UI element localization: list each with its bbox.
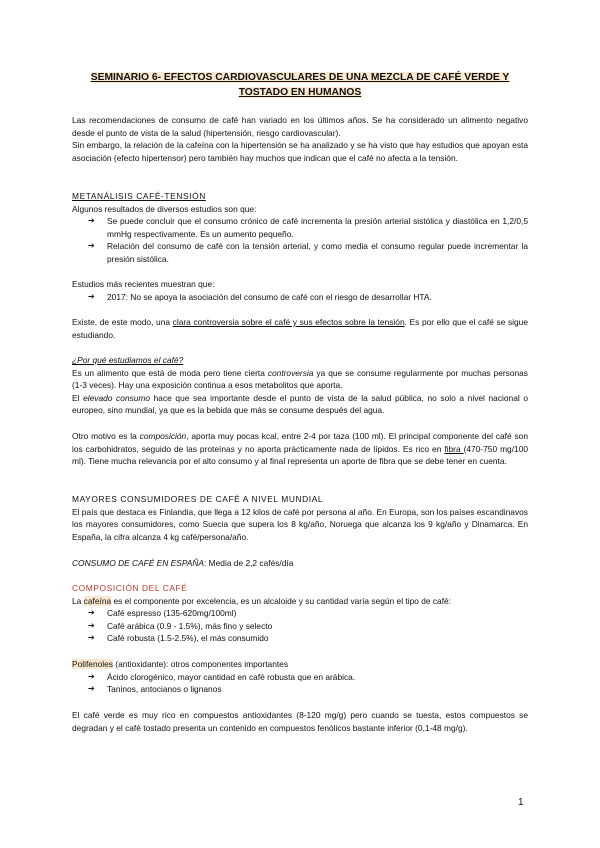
why-p2-post: hace que sea importante desde el punto de vista de la salud pública, no solo a nivel nacional o europeo, sino mundial, ya que es la bebida que más se consume después del agua. — [72, 392, 529, 416]
cafeina-pre: La — [72, 595, 84, 606]
list-item: ➔ Café arábica (0.9 - 1.5%), más fino y selecto — [88, 620, 528, 633]
composition-heading: COMPOSICIÓN DEL CAFÉ — [72, 583, 188, 593]
why-p3-pre: Otro motivo es la — [72, 431, 140, 441]
consumers-text: El país que destaca es Finlandia, que llega a 12 kilos de café por persona al año. En Europa, son los países escandinavos los mayores consumidores, como Suecia que supera los 8 kg/año, Noruega que alcanza los 9 kg/año y Dinamarca. En España, la cifra alcanza 4 kg café/persona/año. — [72, 506, 528, 542]
why-heading: ¿Por qué estudiamos el café? — [72, 355, 184, 365]
controversy-link: clara controversia sobre el café y sus efectos sobre la tensión — [172, 317, 405, 327]
why-p1-post: ya que se consume regularmente por muchas personas (1-3 veces). Hay una exposición continua a esos metabolitos que aporta. — [72, 367, 528, 391]
list-item: ➔ Taninos, antocianos o lignanos — [88, 683, 528, 696]
polifenoles-highlight: Polifenoles — [72, 659, 113, 669]
page-number: 1 — [518, 797, 524, 808]
intro-paragraph-2: Sin embargo, la relación de la cafeína con la hipertensión se ha analizado y se ha visto que hay estudios que apoyan esta asociación (efecto hipertensor) pero también hay muchos que indican que el café no afecta a la tensión. — [72, 140, 528, 163]
metanalisis-list — [72, 215, 528, 265]
why-p1-pre: Es un alimento que está de moda pero tiene cierta — [72, 367, 268, 378]
why-p3-mid: , aporta muy pocas kcal, entre 2-4 por taza (100 ml). El principal componente del café son los carbohidratos, seguido de las proteínas y no aporta prácticamente nada de lípidos. Es rico en — [72, 431, 528, 454]
consumers-heading: MAYORES CONSUMIDORES DE CAFÉ A NIVEL MUNDIAL — [72, 494, 324, 504]
recent-studies-list — [72, 291, 528, 304]
intro-section — [72, 114, 528, 164]
spain-consumption — [72, 557, 528, 570]
why-p2-pre: El — [72, 392, 84, 403]
title-line-1: SEMINARIO 6- EFECTOS CARDIOVASCULARES DE UNA MEZCLA DE CAFÉ VERDE Y — [90, 72, 510, 83]
list-item: ➔ 2017: No se apoya la asociación del consumo de café con el riesgo de desarrollar HTA. — [88, 291, 528, 304]
why-p3-post: (470-750 mg/100 ml). Tiene mucha relevancia por el alto consumo y al final representa un aporte de fibra que se debe tener en cuenta. — [72, 443, 529, 467]
why-p1-emphasis: controversia — [267, 367, 314, 378]
list-item: ➔ Relación del consumo de café con la tensión arterial, y como media el consumo regular puede incrementar la presión sistólica. — [88, 240, 528, 265]
why-p2-emphasis: elevado consumo — [83, 392, 151, 403]
controversy-text-pre: Existe, de este modo, una — [72, 317, 173, 327]
polifenoles-list — [72, 671, 528, 696]
cafeina-post: es el componente por excelencia, es un alcaloide y su cantidad varía según el tipo de café: — [111, 595, 452, 606]
list-item: ➔ Se puede concluir que el consumo crónico de café incrementa la presión arterial sistólica y diastólica en 1,2/0,5 mmHg respectivamente. Es un aumento pequeño. — [88, 215, 528, 240]
list-item: ➔ Ácido clorogénico, mayor cantidad en café robusta que en arábica. — [88, 671, 528, 684]
list-item: ➔ Café robusta (1.5-2.5%), el más consumido — [88, 632, 528, 645]
intro-paragraph-1: Las recomendaciones de consumo de café han variado en los últimos años. Se ha considerado un alimento negativo desde el punto de vista de la salud (hipertensión, riesgo cardiovascular). — [72, 115, 528, 138]
cafe-verde-paragraph — [72, 709, 528, 734]
consumers-section — [72, 493, 528, 543]
spain-label: CONSUMO DE CAFÉ EN ESPAÑA — [72, 558, 205, 568]
fibra-link: fibra — [444, 443, 464, 454]
polifenoles-section — [72, 658, 528, 696]
title-line-2: TOSTADO EN HUMANOS — [238, 87, 362, 98]
polifenoles-post: (antioxidante): otros componentes importantes — [112, 659, 289, 669]
spain-text: : Media de 2,2 cafés/día — [204, 558, 294, 568]
final-paragraph: El café verde es muy rico en compuestos antioxidantes (8-120 mg/g) pero cuando se tuesta, estos compuestos se degradan y el café tostado presenta un contenido en compuestos fenólicos bastante inferior (0,1-48 mg/g). — [72, 710, 528, 733]
controversy-text-post: . Es por ello que el café se sigue estudiando. — [72, 317, 528, 340]
cafeina-list — [72, 607, 528, 645]
metanalisis-heading: METANÁLISIS CAFÉ-TENSIÓN — [72, 191, 206, 201]
composition-paragraph — [72, 430, 528, 468]
controversy-paragraph — [72, 316, 528, 341]
page-title — [72, 70, 528, 100]
recent-studies-section — [72, 278, 528, 303]
list-item: ➔ Café espresso (135-620mg/100ml) — [88, 607, 528, 620]
metanalisis-section — [72, 190, 528, 266]
metanalisis-subtitle: Algunos resultados de diversos estudios son que: — [72, 203, 257, 214]
why-study-section — [72, 354, 528, 417]
why-p3-emphasis: composición — [139, 431, 187, 441]
cafeina-highlight: cafeína — [83, 595, 112, 606]
recent-studies-intro: Estudios más recientes muestran que: — [72, 279, 215, 289]
composition-section — [72, 582, 528, 645]
